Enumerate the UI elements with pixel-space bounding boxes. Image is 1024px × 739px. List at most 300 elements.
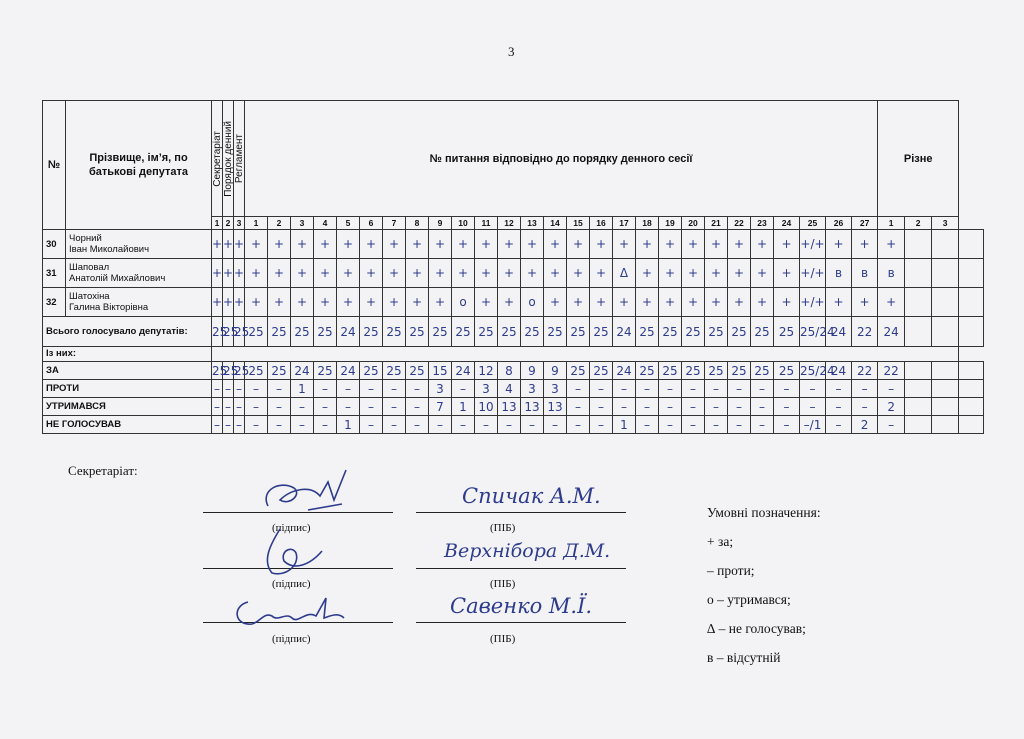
summary-row-for xyxy=(43,362,984,380)
summary-value xyxy=(905,362,932,380)
vote-mark: + xyxy=(337,288,360,317)
summary-value: – xyxy=(682,398,705,416)
vote-mark: + xyxy=(852,230,878,259)
summary-value: – xyxy=(212,380,223,398)
summary-value: – xyxy=(800,380,826,398)
name-line-2 xyxy=(416,568,626,569)
vote-mark: + xyxy=(212,288,223,317)
summary-value: 24 xyxy=(826,317,852,347)
vote-mark: + xyxy=(636,288,659,317)
deputy-given-names: Галина Вікторівна xyxy=(69,302,149,313)
vote-mark: + xyxy=(682,288,705,317)
summary-value: – xyxy=(852,398,878,416)
vote-mark: + xyxy=(245,259,268,288)
item-col-number: 10 xyxy=(452,217,475,230)
summary-value: – xyxy=(636,398,659,416)
summary-value: – xyxy=(826,380,852,398)
summary-value: – xyxy=(682,416,705,434)
summary-value: 25 xyxy=(314,362,337,380)
summary-value: 1 xyxy=(291,380,314,398)
summary-value: – xyxy=(728,380,751,398)
summary-value: – xyxy=(234,416,245,434)
vote-mark xyxy=(959,288,984,317)
summary-value: 25 xyxy=(314,317,337,347)
summary-value xyxy=(905,317,932,347)
item-col-number: 25 xyxy=(800,217,826,230)
summary-value: 3 xyxy=(544,380,567,398)
summary-value: 25 xyxy=(360,317,383,347)
summary-value: 25 xyxy=(498,317,521,347)
vote-mark: + xyxy=(826,288,852,317)
summary-value xyxy=(932,416,959,434)
vote-mark: + xyxy=(521,259,544,288)
item-col-number: 16 xyxy=(590,217,613,230)
summary-label-total: Всього голосувало депутатів: xyxy=(43,317,212,347)
summary-value: – xyxy=(223,380,234,398)
summary-value: – xyxy=(337,398,360,416)
vote-mark: + xyxy=(728,288,751,317)
vote-mark: + xyxy=(751,288,774,317)
summary-value: 25 xyxy=(291,317,314,347)
deputy-surname: Чорний xyxy=(69,233,102,244)
deputy-surname: Шатохіна xyxy=(69,291,110,302)
summary-value: 25 xyxy=(682,317,705,347)
legend-item-for: + за; xyxy=(707,534,734,549)
summary-value: – xyxy=(223,416,234,434)
vote-mark: + xyxy=(567,259,590,288)
summary-value: 13 xyxy=(498,398,521,416)
vote-mark: + xyxy=(245,288,268,317)
voting-table xyxy=(42,100,984,434)
summary-value: – xyxy=(212,398,223,416)
page-number: 3 xyxy=(508,44,515,59)
summary-value: – xyxy=(751,416,774,434)
summary-row-against xyxy=(43,380,984,398)
summary-value: 25 xyxy=(544,317,567,347)
deputy-surname: Шаповал xyxy=(69,262,110,273)
vote-mark: + xyxy=(383,259,406,288)
vote-mark: + xyxy=(406,259,429,288)
vote-mark: + xyxy=(636,259,659,288)
summary-value: 25 xyxy=(452,317,475,347)
summary-value: 3 xyxy=(429,380,452,398)
summary-label-of-them: Із них: xyxy=(43,347,212,362)
summary-value: 25 xyxy=(245,317,268,347)
item-col-number: 5 xyxy=(337,217,360,230)
summary-value: – xyxy=(314,380,337,398)
summary-row-of-them xyxy=(43,347,984,362)
deputy-number: 32 xyxy=(43,288,66,317)
item-col-number: 8 xyxy=(406,217,429,230)
summary-value: 25 xyxy=(567,317,590,347)
summary-value: 10 xyxy=(475,398,498,416)
summary-value: – xyxy=(521,416,544,434)
summary-value: 25 xyxy=(360,362,383,380)
vote-mark: + xyxy=(728,259,751,288)
summary-value: – xyxy=(245,380,268,398)
vote-mark: + xyxy=(234,230,245,259)
vote-mark xyxy=(959,259,984,288)
vote-mark: + xyxy=(659,288,682,317)
summary-value: 25/24 xyxy=(800,317,826,347)
vote-mark: + xyxy=(751,230,774,259)
deputy-given-names: Іван Миколайович xyxy=(69,244,150,255)
vote-mark: o xyxy=(521,288,544,317)
summary-value: – xyxy=(212,416,223,434)
summary-row-not-voted xyxy=(43,416,984,434)
summary-value: – xyxy=(360,380,383,398)
name-line-3 xyxy=(416,622,626,623)
summary-value: – xyxy=(878,416,905,434)
vote-mark: + xyxy=(475,230,498,259)
vote-mark: + xyxy=(682,259,705,288)
summary-value: – xyxy=(314,416,337,434)
summary-value: 15 xyxy=(429,362,452,380)
signature-3-icon xyxy=(226,588,356,638)
signature-caption-1: (підпис) xyxy=(272,522,311,534)
vote-mark: +/+ xyxy=(800,259,826,288)
summary-value: – xyxy=(728,398,751,416)
summary-value: – xyxy=(429,416,452,434)
vote-mark: + xyxy=(852,288,878,317)
summary-value xyxy=(932,380,959,398)
vote-mark: + xyxy=(521,230,544,259)
deputy-name xyxy=(66,288,212,317)
vote-mark: Δ xyxy=(613,259,636,288)
summary-value: – xyxy=(878,380,905,398)
summary-value: 24 xyxy=(878,317,905,347)
vote-mark: + xyxy=(826,230,852,259)
secretariat-label: Секретаріат: xyxy=(68,463,138,478)
summary-value: – xyxy=(268,380,291,398)
summary-value: 25 xyxy=(475,317,498,347)
vote-mark: + xyxy=(705,259,728,288)
vote-mark: + xyxy=(291,288,314,317)
item-col-number: 7 xyxy=(383,217,406,230)
summary-value: – xyxy=(659,416,682,434)
summary-value: 9 xyxy=(521,362,544,380)
summary-value: – xyxy=(383,416,406,434)
summary-value: 25 xyxy=(774,317,800,347)
vote-mark: + xyxy=(705,230,728,259)
item-col-number: 23 xyxy=(751,217,774,230)
summary-value xyxy=(959,380,984,398)
summary-value: 25 xyxy=(383,362,406,380)
vote-mark: + xyxy=(268,288,291,317)
vote-mark: + xyxy=(223,288,234,317)
vote-mark: + xyxy=(245,230,268,259)
summary-value: – xyxy=(751,398,774,416)
signature-2-icon xyxy=(250,525,340,580)
vote-mark: + xyxy=(544,259,567,288)
name-caption-1: (ПІБ) xyxy=(490,522,516,534)
vote-mark: + xyxy=(659,259,682,288)
summary-value: – xyxy=(774,380,800,398)
summary-value: 2 xyxy=(878,398,905,416)
deputy-given-names: Анатолій Михайлович xyxy=(69,273,166,284)
header-number: № xyxy=(43,101,66,230)
summary-value: 25 xyxy=(234,317,245,347)
vote-mark: в xyxy=(852,259,878,288)
summary-value: 25 xyxy=(659,362,682,380)
summary-value xyxy=(905,398,932,416)
summary-value: 1 xyxy=(452,398,475,416)
header-secretariat: Секретаріат xyxy=(212,101,223,217)
summary-value: 1 xyxy=(613,416,636,434)
item-col-number: 24 xyxy=(774,217,800,230)
vote-mark: + xyxy=(212,259,223,288)
vote-mark: +/+ xyxy=(800,288,826,317)
summary-value: – xyxy=(291,398,314,416)
vote-mark: + xyxy=(406,230,429,259)
item-col-number: 26 xyxy=(826,217,852,230)
deputy-name xyxy=(66,230,212,259)
item-col-number: 20 xyxy=(682,217,705,230)
legend-item-against: – проти; xyxy=(707,563,755,578)
vote-mark: + xyxy=(452,230,475,259)
vote-mark: + xyxy=(383,288,406,317)
summary-value: – xyxy=(774,398,800,416)
vote-mark: + xyxy=(636,230,659,259)
vote-mark: + xyxy=(314,230,337,259)
summary-value: 25 xyxy=(590,362,613,380)
vote-mark: + xyxy=(774,259,800,288)
summary-value: – xyxy=(383,398,406,416)
vote-mark: + xyxy=(544,230,567,259)
vote-mark: + xyxy=(878,230,905,259)
item-col-number: 27 xyxy=(852,217,878,230)
summary-value: 3 xyxy=(475,380,498,398)
name-caption-2: (ПІБ) xyxy=(490,578,516,590)
summary-label-against: ПРОТИ xyxy=(43,380,212,398)
summary-value: 25 xyxy=(590,317,613,347)
vote-mark: + xyxy=(774,230,800,259)
summary-value: – xyxy=(636,416,659,434)
summary-value xyxy=(905,416,932,434)
summary-value: – xyxy=(475,416,498,434)
summary-value: – xyxy=(705,398,728,416)
item-col-number: 11 xyxy=(475,217,498,230)
summary-value: – xyxy=(636,380,659,398)
vote-mark xyxy=(905,288,932,317)
vote-mark: + xyxy=(223,230,234,259)
signature-caption-3: (підпис) xyxy=(272,633,311,645)
summary-value: 2 xyxy=(852,416,878,434)
summary-value: 7 xyxy=(429,398,452,416)
legend-title: Умовні позначення: xyxy=(707,505,821,520)
vote-mark xyxy=(932,288,959,317)
summary-value: 25 xyxy=(383,317,406,347)
summary-value: 25 xyxy=(705,362,728,380)
summary-label-for: ЗА xyxy=(43,362,212,380)
vote-mark: + xyxy=(291,230,314,259)
other-col-number: 2 xyxy=(905,217,932,230)
summary-value xyxy=(905,380,932,398)
summary-value: 25 xyxy=(705,317,728,347)
vote-mark: + xyxy=(452,259,475,288)
vote-mark xyxy=(959,230,984,259)
summary-label-not-voted: НЕ ГОЛОСУВАВ xyxy=(43,416,212,434)
summary-value: – xyxy=(567,380,590,398)
deputy-number: 31 xyxy=(43,259,66,288)
summary-value: 24 xyxy=(613,362,636,380)
summary-value: 25 xyxy=(223,363,239,378)
summary-value: – xyxy=(245,398,268,416)
summary-value: 12 xyxy=(475,362,498,380)
vote-mark: o xyxy=(452,288,475,317)
vote-mark: + xyxy=(475,259,498,288)
item-col-number: 14 xyxy=(544,217,567,230)
summary-value: – xyxy=(291,416,314,434)
vote-mark: + xyxy=(544,288,567,317)
vote-mark: + xyxy=(314,288,337,317)
handwritten-name-2: Верхнібора Д.М. xyxy=(444,540,611,562)
vote-mark: + xyxy=(498,288,521,317)
vote-mark: + xyxy=(429,230,452,259)
summary-value: –/1 xyxy=(800,416,826,434)
summary-value: 25 xyxy=(268,362,291,380)
item-col-number: 17 xyxy=(613,217,636,230)
summary-value: – xyxy=(751,380,774,398)
summary-value: 24 xyxy=(452,362,475,380)
summary-value: 24 xyxy=(291,362,314,380)
handwritten-name-3: Савенко М.Ї. xyxy=(450,594,593,618)
handwritten-name-1: Спичак А.М. xyxy=(462,484,601,508)
vote-mark: + xyxy=(705,288,728,317)
summary-value: – xyxy=(659,380,682,398)
summary-value: 25 xyxy=(268,317,291,347)
summary-empty xyxy=(212,347,959,362)
summary-value: – xyxy=(223,398,234,416)
summary-value: 25 xyxy=(234,363,250,378)
vote-mark: + xyxy=(360,288,383,317)
summary-value: – xyxy=(826,416,852,434)
item-col-number: 21 xyxy=(705,217,728,230)
summary-value: 25 xyxy=(223,317,234,347)
vote-mark: + xyxy=(567,230,590,259)
item-col-number: 4 xyxy=(314,217,337,230)
vote-mark: + xyxy=(475,288,498,317)
summary-value: – xyxy=(705,380,728,398)
vote-mark: + xyxy=(590,259,613,288)
signature-caption-2: (підпис) xyxy=(272,578,311,590)
header-agenda: Порядок денний xyxy=(223,101,234,217)
item-col-number: 22 xyxy=(728,217,751,230)
vote-mark: + xyxy=(590,230,613,259)
summary-value: – xyxy=(659,398,682,416)
summary-value: – xyxy=(498,416,521,434)
item-col-number: 6 xyxy=(360,217,383,230)
deputy-name xyxy=(66,259,212,288)
vote-mark: + xyxy=(234,288,245,317)
deputy-row xyxy=(43,259,984,288)
item-col-number: 19 xyxy=(659,217,682,230)
vote-mark xyxy=(905,230,932,259)
vote-mark xyxy=(932,230,959,259)
vote-mark: + xyxy=(268,259,291,288)
summary-value: 22 xyxy=(852,362,878,380)
summary-value: 25 xyxy=(212,363,228,378)
vote-mark: + xyxy=(360,259,383,288)
legend-item-not-voted: ∆ – не голосував; xyxy=(707,621,806,636)
summary-value: 9 xyxy=(544,362,567,380)
summary-value: 24 xyxy=(337,362,360,380)
vote-mark: + xyxy=(498,259,521,288)
summary-value: 25 xyxy=(728,362,751,380)
summary-value: – xyxy=(406,380,429,398)
summary-value: 25 xyxy=(751,317,774,347)
summary-value: 4 xyxy=(498,380,521,398)
header-other: Різне xyxy=(878,101,959,217)
vote-mark: + xyxy=(878,288,905,317)
summary-value: – xyxy=(314,398,337,416)
summary-value xyxy=(959,362,984,380)
vote-mark: + xyxy=(613,230,636,259)
vote-mark: + xyxy=(337,259,360,288)
header-items: № питання відповідно до порядку денного сесії xyxy=(245,101,878,217)
summary-value xyxy=(959,416,984,434)
vote-mark: + xyxy=(751,259,774,288)
name-line-1 xyxy=(416,512,626,513)
vote-mark: + xyxy=(212,230,223,259)
summary-value: 25 xyxy=(245,362,268,380)
header-name: Прізвище, ім’я, по батькові депутата xyxy=(66,101,212,230)
summary-value: 8 xyxy=(498,362,521,380)
summary-value: 25 xyxy=(567,362,590,380)
summary-value: – xyxy=(234,380,245,398)
item-col-number: 12 xyxy=(498,217,521,230)
legend-item-absent: в – відсутній xyxy=(707,650,781,665)
summary-value: – xyxy=(826,398,852,416)
summary-value: – xyxy=(268,416,291,434)
vote-mark: + xyxy=(774,288,800,317)
summary-value: 25 xyxy=(751,362,774,380)
summary-value: 13 xyxy=(544,398,567,416)
deputy-number: 30 xyxy=(43,230,66,259)
item-col-number: 3 xyxy=(291,217,314,230)
summary-value: 25 xyxy=(728,317,751,347)
vote-mark: + xyxy=(223,259,234,288)
summary-value: – xyxy=(613,398,636,416)
summary-value: 13 xyxy=(521,398,544,416)
summary-value: – xyxy=(360,416,383,434)
vote-mark: в xyxy=(826,259,852,288)
deputy-row xyxy=(43,288,984,317)
vote-mark: + xyxy=(429,259,452,288)
summary-value: – xyxy=(268,398,291,416)
summary-value xyxy=(959,317,984,347)
summary-row-total xyxy=(43,317,984,347)
summary-value: 25 xyxy=(212,317,223,347)
legend-item-abstained: о – утримався; xyxy=(707,592,791,607)
vote-mark: + xyxy=(682,230,705,259)
summary-value: – xyxy=(728,416,751,434)
summary-value: – xyxy=(590,398,613,416)
summary-value: – xyxy=(567,398,590,416)
summary-value xyxy=(932,317,959,347)
summary-value: – xyxy=(590,416,613,434)
vote-mark: + xyxy=(613,288,636,317)
summary-value: – xyxy=(406,398,429,416)
vote-mark: + xyxy=(498,230,521,259)
procedure-col-number: 3 xyxy=(234,217,245,230)
vote-mark xyxy=(932,259,959,288)
summary-value: 25 xyxy=(659,317,682,347)
summary-value: – xyxy=(590,380,613,398)
vote-mark: + xyxy=(406,288,429,317)
summary-value: – xyxy=(383,380,406,398)
summary-value: – xyxy=(452,380,475,398)
